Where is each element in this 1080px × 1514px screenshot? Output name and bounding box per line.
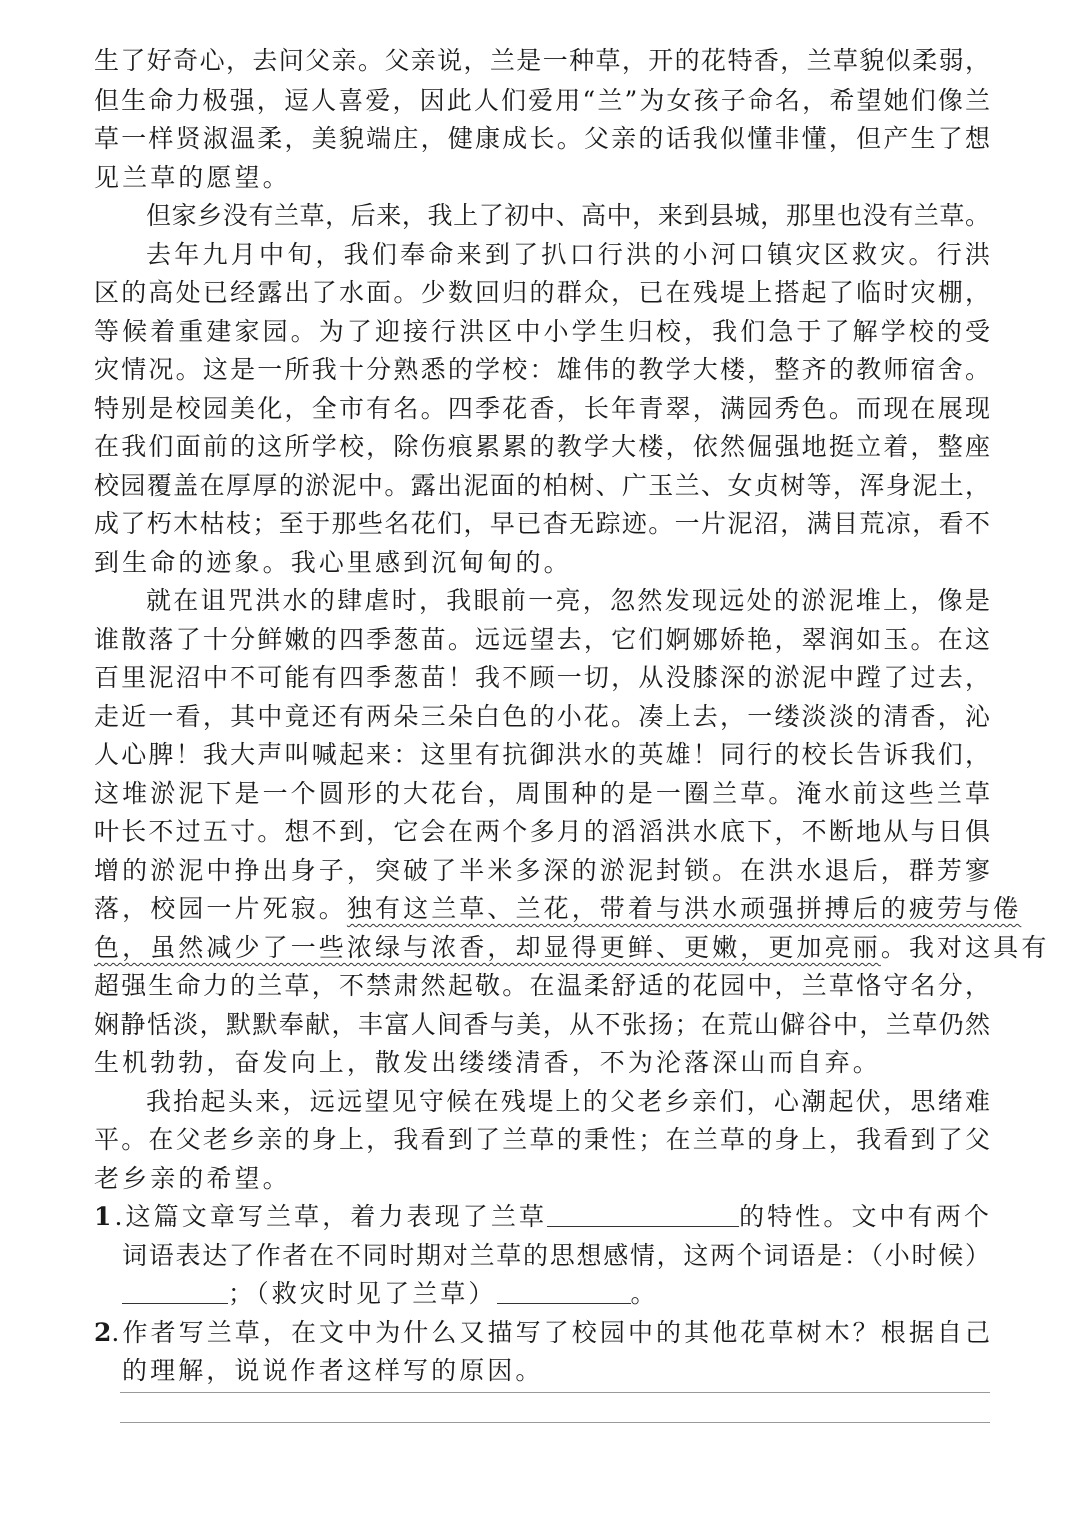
answer-blank[interactable]: [122, 1281, 228, 1304]
text-line: 人心脾！我大声叫喊起来：这里有抗御洪水的英雄！同行的校长告诉我们，: [94, 740, 990, 769]
question-text-line: 词语表达了作者在不同时期对兰草的思想感情，这两个词语是：（小时候）: [122, 1241, 990, 1270]
text-line: 这堆淤泥下是一个圆形的大花台，周围种的是一圈兰草。淹水前这些兰草: [94, 779, 990, 808]
wavy-underlined-sentence: 独有这兰草、兰花，带着与洪水顽强拼搏后的疲劳与倦: [346, 894, 1022, 923]
question-text-line: 的理解，说说作者这样写的原因。: [122, 1356, 544, 1385]
text-line: 等候着重建家园。为了迎接行洪区中小学生归校，我们急于了解学校的受: [94, 317, 990, 346]
text-line: [94, 892, 1022, 926]
text-line: 超强生命力的兰草，不禁肃然起敬。在温柔舒适的花园中，兰草恪守名分，: [94, 971, 990, 1000]
question-text: .这篇文章写兰草，着力表现了兰草: [114, 1202, 548, 1231]
text-line: 区的高处已经露出了水面。少数回归的群众，已在残堤上搭起了临时灾棚，: [94, 278, 990, 307]
question-1: [94, 1200, 990, 1234]
question-text: 的特性。文中有两个: [739, 1202, 992, 1231]
text-line: 校园覆盖在厚厚的淤泥中。露出泥面的柏树、广玉兰、女贞树等，浑身泥土，: [94, 471, 990, 500]
question-3: [94, 1330, 990, 1364]
text-line: 就在诅咒洪水的肆虐时，我眼前一亮，忽然发现远处的淤泥堆上，像是: [146, 586, 990, 615]
question-text-line: [122, 1277, 990, 1311]
wavy-underlined-sentence: 色，虽然减少了一些浓绿与浓香，却显得更鲜、更嫩，更加亮丽: [94, 933, 881, 962]
answer-line[interactable]: [120, 1392, 990, 1393]
text-line: 谁散落了十分鲜嫩的四季葱苗。远远望去，它们婀娜娇艳，翠润如玉。在这: [94, 625, 990, 654]
question-text: 。: [630, 1279, 659, 1308]
text-line: 灾情况。这是一所我十分熟悉的学校：雄伟的教学大楼，整齐的教师宿舍。: [94, 355, 990, 384]
text-line: 叶长不过五寸。想不到，它会在两个多月的滔滔洪水底下，不断地从与日俱: [94, 817, 990, 846]
answer-blank[interactable]: [547, 1204, 739, 1227]
text-line: 娴静恬淡，默默奉献，丰富人间香与美，从不张扬；在荒山僻谷中，兰草仍然: [94, 1010, 990, 1039]
question-number: 2: [94, 1318, 112, 1347]
text-line: 但家乡没有兰草，后来，我上了初中、高中，来到县城，那里也没有兰草。: [146, 201, 990, 230]
question-number: 1: [94, 1202, 115, 1231]
text-line: 但生命力极强，逗人喜爱，因此人们爱用“兰”为女孩子命名，希望她们像兰: [94, 86, 990, 115]
text-line: 特别是校园美化，全市有名。四季花香，长年青翠，满园秀色。而现在展现: [94, 394, 990, 423]
text-line: 生了好奇心，去问父亲。父亲说，兰是一种草，开的花特香，兰草貌似柔弱，: [94, 46, 990, 75]
text-line: 走近一看，其中竟还有两朵三朵白色的小花。凑上去，一缕淡淡的清香，沁: [94, 702, 990, 731]
text-span: 落，校园一片死寂。: [94, 894, 347, 923]
text-line: 去年九月中旬，我们奉命来到了扒口行洪的小河口镇灾区救灾。行洪: [146, 240, 990, 269]
text-line: 到生命的迹象。我心里感到沉甸甸的。: [94, 548, 572, 577]
text-line: 百里泥沼中不可能有四季葱苗！我不顾一切，从没膝深的淤泥中蹚了过去，: [94, 663, 990, 692]
text-line: [94, 931, 1050, 965]
question-text: .作者写兰草，在文中为什么又描写了校园中的其他花草树木？根据自己: [111, 1318, 990, 1347]
text-line: 我抬起头来，远远望见守候在残堤上的父老乡亲们，心潮起伏，思绪难: [146, 1087, 990, 1116]
text-line: 见兰草的愿望。: [94, 163, 291, 192]
answer-blank[interactable]: [497, 1281, 631, 1304]
text-line: 老乡亲的希望。: [94, 1164, 291, 1193]
text-span: 。我对这具有: [880, 933, 1050, 962]
text-line: 在我们面前的这所学校，除伤痕累累的教学大楼，依然倔强地挺立着，整座: [94, 432, 990, 461]
text-line: 成了朽木枯枝；至于那些名花们，早已杳无踪迹。一片泥沼，满目荒凉，看不: [94, 509, 990, 538]
question-text: ；（救灾时见了兰草）: [228, 1279, 497, 1308]
text-line: 增的淤泥中挣出身子，突破了半米多深的淤泥封锁。在洪水退后，群芳寥: [94, 856, 990, 885]
text-line: 草一样贤淑温柔，美貌端庄，健康成长。父亲的话我似懂非懂，但产生了想: [94, 124, 990, 153]
text-line: 生机勃勃，奋发向上，散发出缕缕清香，不为沦落深山而自弃。: [94, 1048, 881, 1077]
text-line: 平。在父老乡亲的身上，我看到了兰草的秉性；在兰草的身上，我看到了父: [94, 1125, 990, 1154]
answer-line[interactable]: [120, 1422, 990, 1423]
